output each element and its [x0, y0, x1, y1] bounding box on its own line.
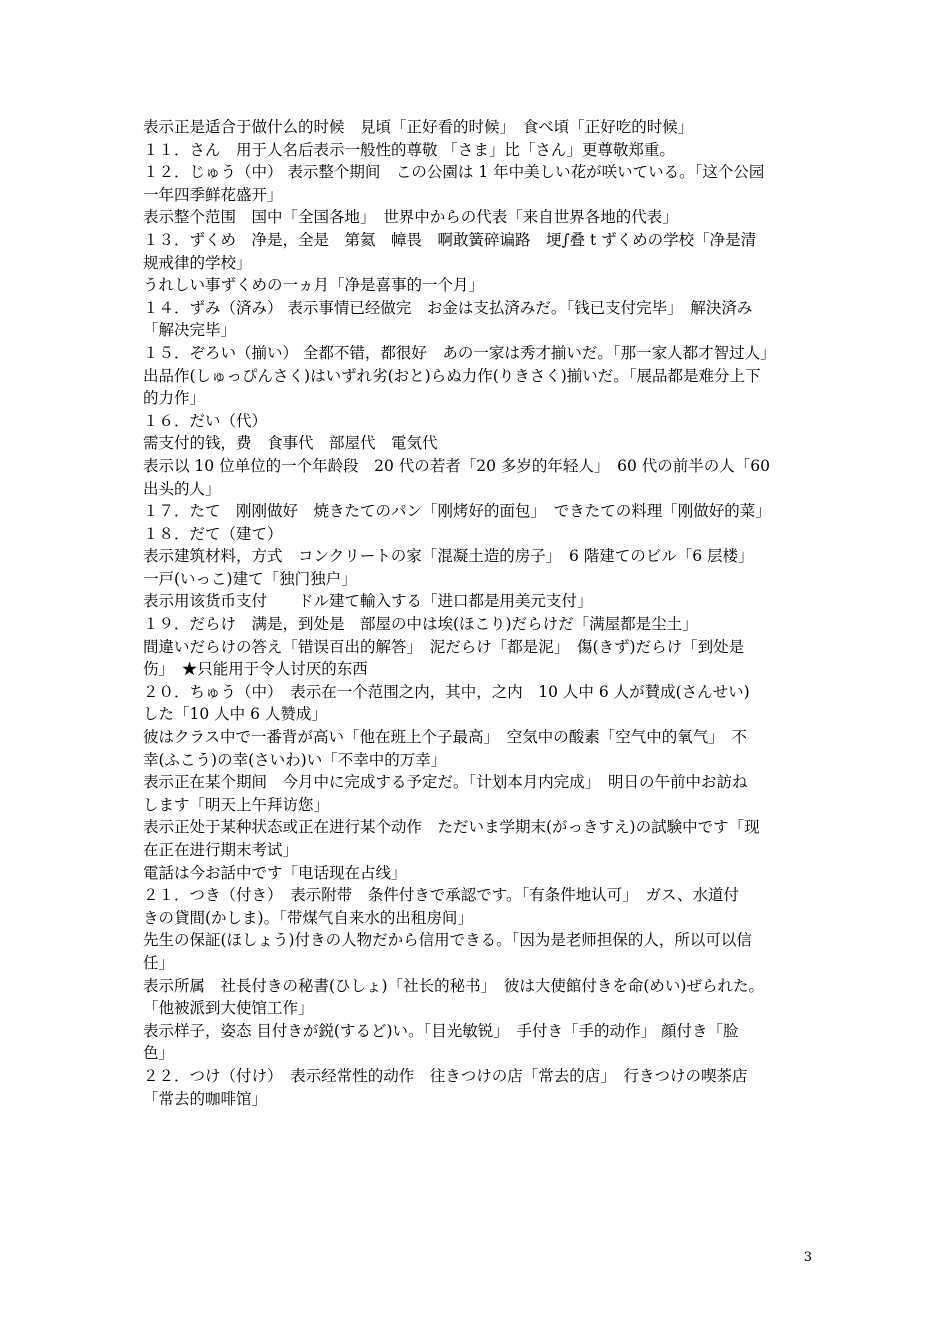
text-line: 一年四季鲜花盛开」	[143, 185, 283, 204]
text-line: 出头的人」	[143, 479, 221, 498]
text-line: 間違いだらけの答え「错误百出的解答」 泥だらけ「都是泥」 傷(きず)だらけ「到处是	[143, 637, 745, 656]
text-line: １９．だらけ 满是，到处是 部屋の中は埃(ほこり)だらけだ「满屋都是尘土」	[143, 615, 698, 634]
text-line: 表示用该货币支付 ドル建て輸入する「进口都是用美元支付」	[143, 592, 593, 611]
text-line: 表示建筑材料，方式 コンクリートの家「混凝土造的房子」 6 階建てのビル「6 层楼」	[143, 547, 754, 566]
text-line: １２．じゅう（中） 表示整个期间 この公園は 1 年中美しい花が咲いている。「这个公园	[143, 163, 765, 182]
text-line: 表示样子，姿态 目付きが鋭(するど)い。「目光敏锐」 手付き「手的动作」 顔付き「脸	[143, 1021, 739, 1040]
text-line: 在正在进行期末考试」	[143, 841, 299, 859]
text-line: した「10 人中 6 人赞成」	[143, 705, 327, 724]
text-line: 表示所属 社長付きの秘書(ひしょ)「社长的秘书」 彼は大使館付きを命(めい)ぜられた。	[143, 976, 764, 995]
text-line: 「解决完毕」	[143, 321, 237, 340]
text-line: きの貸間(かしま)。「带煤气自来水的出租房间」	[143, 908, 473, 927]
text-line: 一戸(いっこ)建て「独门独户」	[143, 569, 357, 588]
text-line: 规戒律的学校」	[143, 253, 252, 272]
text-line: 伤」 ★只能用于令人讨厌的东西	[143, 660, 368, 679]
text-line: ２０．ちゅう（中） 表示在一个范围之内，其中，之内 10 人中 6 人が賛成(さんせい)	[143, 682, 750, 701]
text-line: 任」	[143, 953, 175, 972]
text-line: １８．だて（建て）	[143, 524, 283, 543]
text-line: １６．だい（代）	[143, 411, 268, 430]
text-line: 表示整个范围 国中「全国各地」 世界中からの代表「来自世界各地的代表」	[143, 208, 678, 227]
text-line: 表示正处于某种状态或正在进行某个动作 ただいま学期末(がっきすえ)の試験中です「现	[143, 818, 760, 837]
text-line: 「常去的咖啡馆」	[143, 1089, 268, 1108]
text-line: １３．ずくめ 净是，全是 第氦 幛畏 啊敢簧碎谝路 埂∫叠 t ずくめの学校「净是清	[143, 230, 757, 249]
text-line: うれしい事ずくめの一ヵ月「净是喜事的一个月」	[143, 276, 485, 295]
text-line: １１．さん 用于人名后表示一般性的尊敬 「さま」比「さん」更尊敬郑重。	[143, 140, 675, 159]
text-line: 「他被派到大使馆工作」	[143, 999, 314, 1018]
text-line: １７．たて 刚刚做好 焼きたてのパン「刚烤好的面包」 できたての料理「刚做好的菜」	[143, 502, 771, 521]
text-line: 需支付的钱，费 食事代 部屋代 電気代	[143, 434, 438, 453]
text-line: 色」	[143, 1044, 175, 1063]
page-number: 3	[803, 1250, 812, 1265]
text-line: 的力作」	[143, 389, 206, 408]
text-line: 電話は今お話中です「电话现在占线」	[143, 863, 407, 882]
text-line: 幸(ふこう)の幸(さいわ)い「不幸中的万幸」	[143, 750, 447, 769]
text-line: 表示正是适合于做什么的时候 見頃「正好看的时候」 食べ頃「正好吃的时候」	[143, 118, 694, 136]
text-line: ２１．つき（付き） 表示附带 条件付きで承認です。「有条件地认可」 ガス、水道付	[143, 886, 739, 905]
text-line: ２２．つけ（付け） 表示经常性的动作 往きつけの店「常去的店」 行きつけの喫茶店	[143, 1066, 748, 1085]
text-line: 出品作(しゅっぴんさく)はいずれ劣(おと)らぬ力作(りきさく)揃いだ。「展品都是难分上下	[143, 366, 761, 385]
text-line: 彼はクラス中で一番背が高い「他在班上个子最高」 空気中の酸素「空气中的氧气」 不	[143, 728, 748, 747]
text-line: 先生の保証(ほしょう)付きの人物だから信用できる。「因为是老师担保的人，所以可以信	[143, 931, 752, 950]
text-line: １５．ぞろい（揃い） 全都不错，都很好 あの一家は秀才揃いだ。「那一家人都才智过人」	[143, 343, 776, 362]
text-line: １４．ずみ（済み） 表示事情已经做完 お金は支払済みだ。「钱已支付完毕」 解決済み	[143, 298, 753, 317]
text-line: 表示以 10 位单位的一个年龄段 20 代の若者「20 多岁的年轻人」 60 代の前半の人「60	[143, 456, 771, 475]
text-line: します「明天上午拜访您」	[143, 795, 330, 814]
document-body	[143, 116, 811, 1110]
text-line: 表示正在某个期间 今月中に完成する予定だ。「计划本月内完成」 明日の午前中お訪ね	[143, 773, 748, 792]
